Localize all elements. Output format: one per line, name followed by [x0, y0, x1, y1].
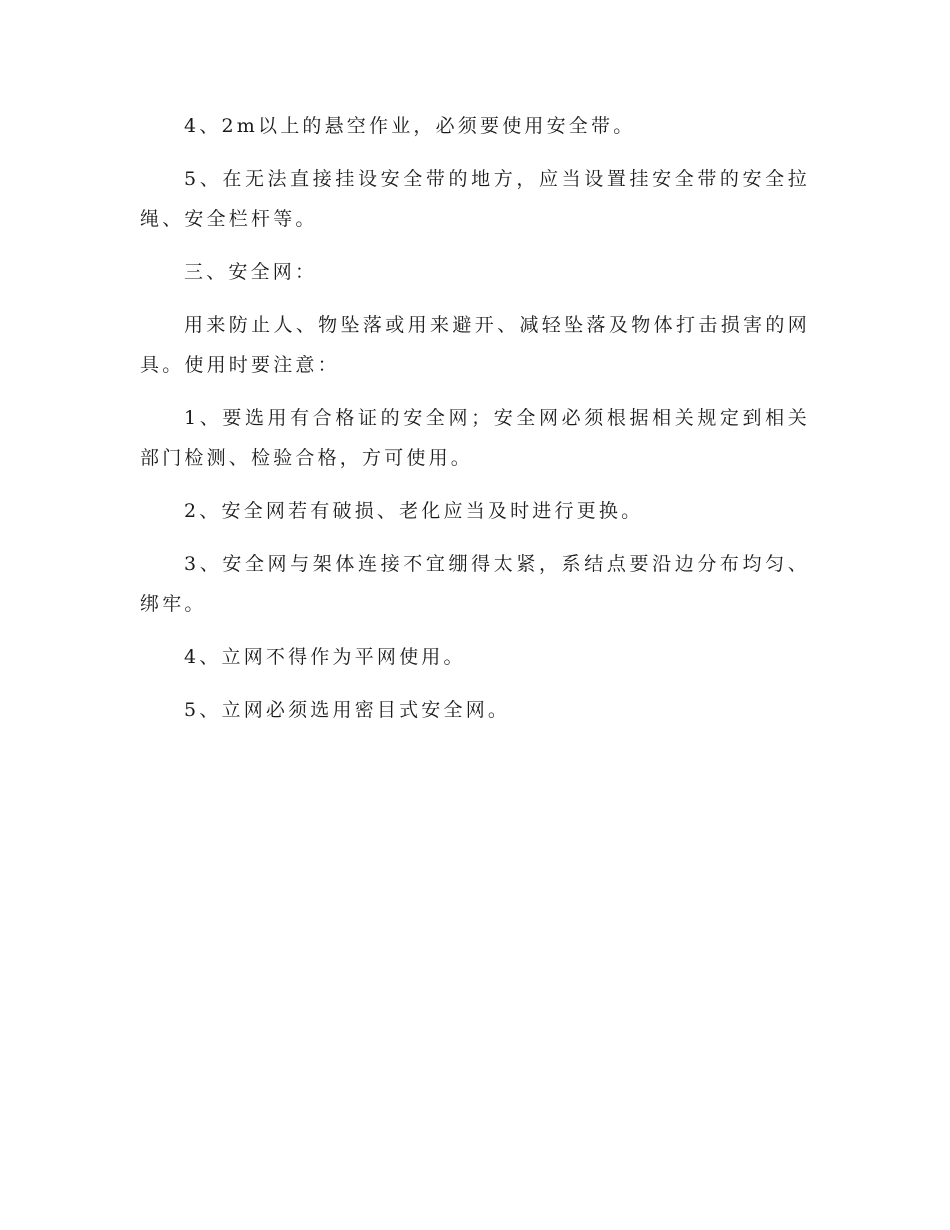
paragraph-net-purpose: 用来防止人、物坠落或用来避开、减轻坠落及物体打击损害的网具。使用时要注意： [140, 314, 810, 376]
paragraph-net-replacement: 2、安全网若有破损、老化应当及时进行更换。 [184, 500, 644, 522]
paragraph-net-certificate: 1、要选用有合格证的安全网；安全网必须根据相关规定到相关部门检测、检验合格，方可使用。 [140, 407, 810, 469]
paragraph-seat-belt-height: 4、2m以上的悬空作业，必须要使用安全带。 [184, 115, 636, 137]
section-heading-safety-net: 三、安全网： [184, 261, 318, 283]
paragraph-dense-mesh-net: 5、立网必须选用密目式安全网。 [184, 699, 511, 721]
paragraph-vertical-net: 4、立网不得作为平网使用。 [184, 646, 466, 668]
paragraph-net-connection: 3、安全网与架体连接不宜绷得太紧，系结点要沿边分布均匀、绑牢。 [140, 553, 810, 615]
document-body [140, 106, 810, 743]
paragraph-safety-rope: 5、在无法直接挂设安全带的地方，应当设置挂安全带的安全拉绳、安全栏杆等。 [140, 168, 810, 230]
